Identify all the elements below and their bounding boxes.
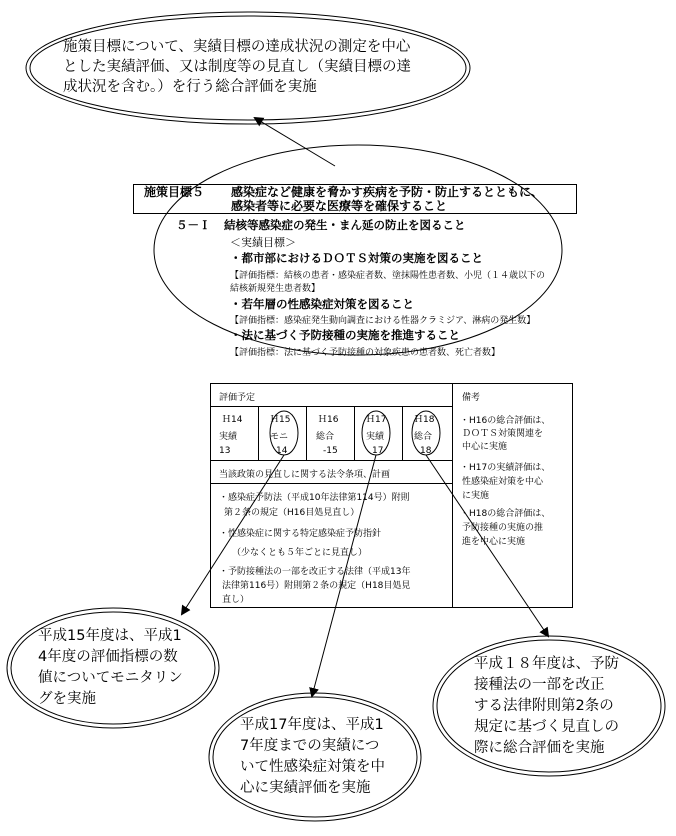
policy-goal-label: 施策目標５ [144,185,205,199]
table-remark-line: ＤＯＴＳ対策関連を [462,429,544,439]
top-ellipse-text [63,37,443,97]
table-type: 実績 [219,432,238,442]
top-ellipse-line: 施策目標について、実績目標の達成状況の測定を中心 [63,39,411,55]
table-remark-line: ・H16の総合評価は、 [460,416,551,426]
table-year: Ｈ18 [414,415,435,425]
results-goal-indicator: 結核新規発生患者数】 [230,284,321,294]
bubble-line: 際に総合評価を実施 [474,740,605,756]
table-remark-line: に実施 [462,491,490,501]
results-goal-indicator: 【評価指標：結核の患者・感染症者数、塗抹陽性患者数、小児（１４歳以下の [230,271,546,281]
table-law-header: 当該政策の見直しに関する法令条項、計画 [219,470,391,480]
table-remark-line: 進を中心に実施 [462,537,526,547]
table-remark-line: ・H17の実績評価は、 [460,463,551,473]
bubble-h18-text [474,654,634,759]
bubble-line: 4年度の評価指標の数 [38,649,178,665]
table-code: 17 [372,446,384,456]
table-remark-line: 中心に実施 [462,442,508,452]
sub-goal-number: ５－Ｉ [176,218,211,232]
table-remark-line: 予防接種の実施の推 [462,523,544,533]
bubble-line: グを実施 [38,691,96,707]
table-law-line: （少なくとも５年ごとに見直し） [232,548,368,558]
results-goal-title: ・法に基づく予防接種の実施を推進すること [230,328,460,342]
sub-goal-text: 結核等感染症の発生・まん延の防止を図ること [224,218,466,232]
bubble-line: 規定に基づく見直しの [474,719,619,735]
bubble-line: 心に実績評価を実施 [240,780,371,796]
table-law-line: 第２条の規定（H16目処見直し） [224,508,360,518]
results-goal-title: ・若年層の性感染症対策を図ること [230,297,414,311]
table-remark-line: ・H18の総合評価は、 [460,509,551,519]
table-code: -15 [323,446,338,456]
arrow-to-top [255,118,335,166]
bubble-line: する法律附則第2条の [474,698,614,714]
table-type: 総合 [316,432,335,442]
table-type: モニ [270,432,289,442]
bubble-line: 接種法の一部を改正 [474,677,605,693]
policy-goal-box [133,184,577,214]
table-law-line: ・性感染症に関する特定感染症予防指針 [219,529,382,539]
table-header-remarks: 備考 [462,393,481,403]
results-goal-heading: ＜実績目標＞ [230,236,296,249]
policy-goal-line1: 感染症など健康を脅かす疾病を予防・防止するとともに、 [231,185,544,199]
table-type: 総合 [414,432,433,442]
table-law-line: ・予防接種法の一部を改正する法律（平成13年 [219,567,411,577]
table-law-line: ・感染症予防法（平成10年法律第114号）附則 [219,493,410,503]
table-type: 実績 [366,432,385,442]
results-goal-indicator: 【評価指標：感染症発生動向調査における性器クラミジア、淋病の発生数】 [230,316,536,326]
bubble-h15-text [38,626,198,710]
table-code: 13 [219,446,231,456]
bubble-h17-text [240,715,400,799]
bubble-line: 平成１８年度は、予防 [474,656,619,672]
table-year: Ｈ14 [222,415,243,425]
table-year: Ｈ16 [318,415,339,425]
bubble-line: いて性感染症対策を中 [240,759,385,775]
table-law-line: 直し） [222,595,250,605]
table-year: Ｈ17 [366,415,387,425]
table-code: 14 [276,446,288,456]
table-code: 18 [420,446,432,456]
bubble-line: 値についてモニタリン [38,670,183,686]
policy-goal-line2: 感染者等に必要な医療等を確保すること [231,199,448,213]
results-goal-indicator: 【評価指標：法に基づく予防接種の対象疾患の患者数、死亡者数】 [230,348,501,358]
bubble-line: 平成17年度は、平成1 [240,717,384,733]
bubble-line: 平成15年度は、平成1 [38,628,182,644]
table-remark-line: 性感染症対策を中心 [462,477,544,487]
top-ellipse-line: 成状況を含む。）を行う総合評価を実施 [63,79,317,95]
results-goal-title: ・都市部におけるＤＯＴＳ対策の実施を図ること [230,251,483,265]
table-law-line: 法律第116号）附則第２条の規定（H18目処見 [222,581,411,591]
top-ellipse-line: とした実績評価、又は制度等の見直し（実績目標の達 [63,59,411,75]
table-header-plan: 評価予定 [219,393,256,403]
table-year: Ｈ15 [270,415,291,425]
bubble-line: 7年度までの実績につ [240,738,380,754]
